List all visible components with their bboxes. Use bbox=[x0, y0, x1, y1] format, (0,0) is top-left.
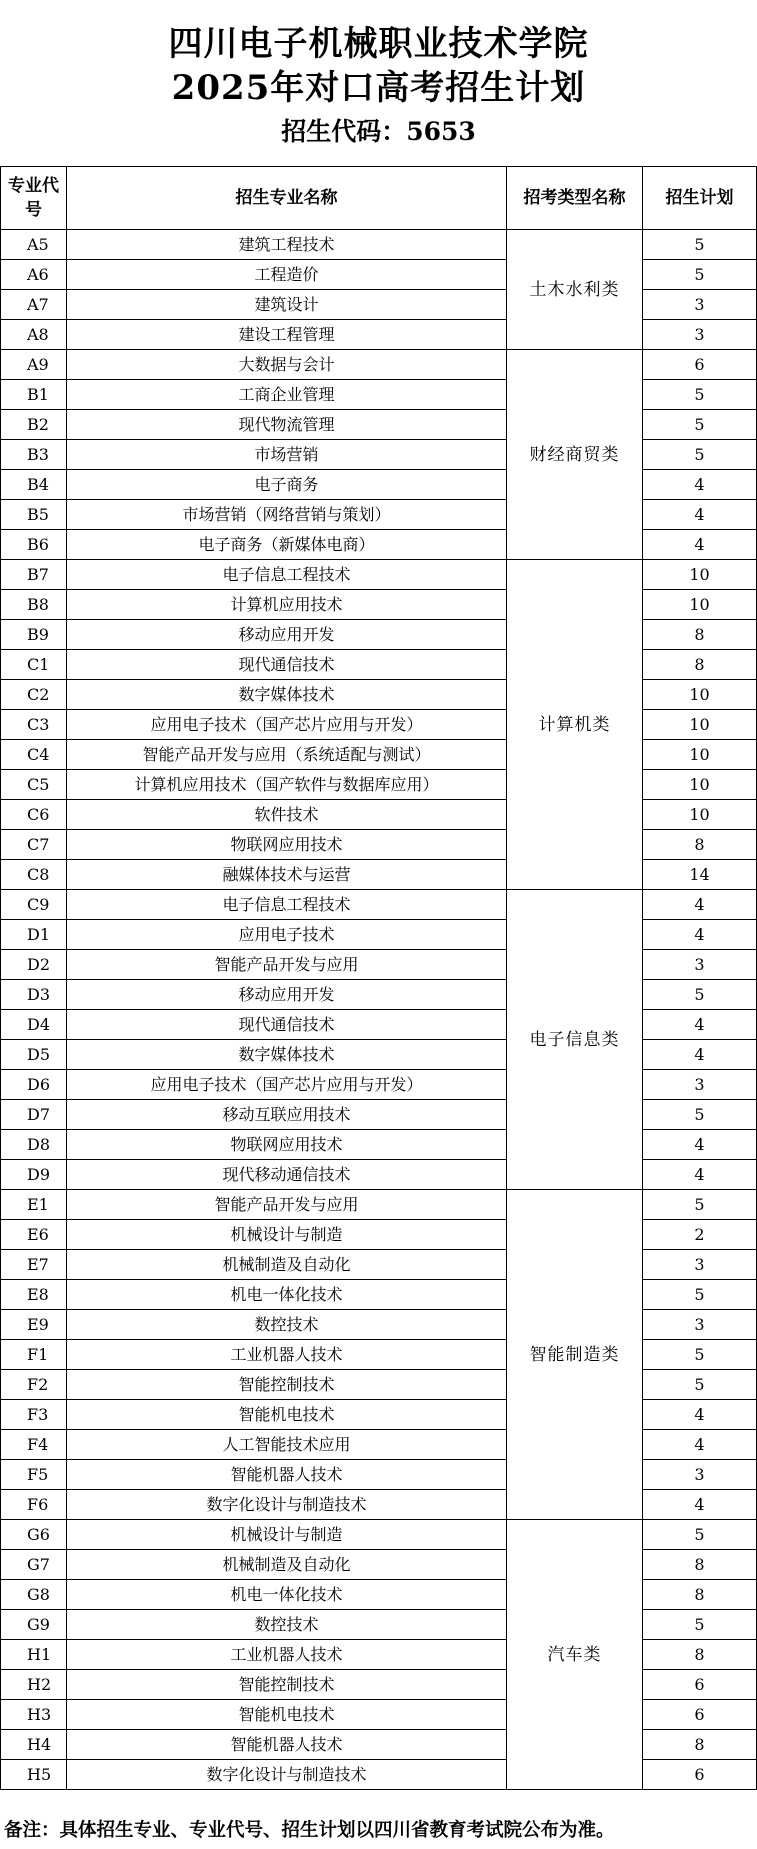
major-code-cell: C3 bbox=[1, 710, 67, 740]
table-row bbox=[1, 1610, 757, 1640]
quota-cell: 5 bbox=[643, 1190, 757, 1220]
table-row bbox=[1, 230, 757, 260]
major-code-cell: G6 bbox=[1, 1520, 67, 1550]
quota-cell: 8 bbox=[643, 1550, 757, 1580]
table-row bbox=[1, 530, 757, 560]
table-row bbox=[1, 470, 757, 500]
table-row bbox=[1, 1430, 757, 1460]
major-code-cell: G7 bbox=[1, 1550, 67, 1580]
table-row bbox=[1, 1730, 757, 1760]
table-row bbox=[1, 410, 757, 440]
major-name-cell: 数字媒体技术 bbox=[67, 680, 507, 710]
major-name-cell: 电子商务 bbox=[67, 470, 507, 500]
quota-cell: 3 bbox=[643, 950, 757, 980]
quota-cell: 4 bbox=[643, 530, 757, 560]
table-row bbox=[1, 890, 757, 920]
major-code-cell: H1 bbox=[1, 1640, 67, 1670]
table-row bbox=[1, 1400, 757, 1430]
major-name-cell: 应用电子技术 bbox=[67, 920, 507, 950]
major-code-cell: E7 bbox=[1, 1250, 67, 1280]
major-code-cell: B5 bbox=[1, 500, 67, 530]
table-body bbox=[1, 230, 757, 1790]
major-name-cell: 机电一体化技术 bbox=[67, 1580, 507, 1610]
major-name-cell: 电子信息工程技术 bbox=[67, 890, 507, 920]
category-cell: 电子信息类 bbox=[507, 890, 643, 1190]
major-code-cell: G8 bbox=[1, 1580, 67, 1610]
quota-cell: 5 bbox=[643, 260, 757, 290]
quota-cell: 5 bbox=[643, 230, 757, 260]
table-row bbox=[1, 260, 757, 290]
quota-cell: 8 bbox=[643, 650, 757, 680]
major-code-cell: H4 bbox=[1, 1730, 67, 1760]
quota-cell: 8 bbox=[643, 1580, 757, 1610]
plan-year-title: 2025年对口高考招生计划 bbox=[171, 68, 586, 108]
major-name-cell: 机械设计与制造 bbox=[67, 1520, 507, 1550]
quota-cell: 10 bbox=[643, 560, 757, 590]
table-row bbox=[1, 1520, 757, 1550]
major-name-cell: 应用电子技术（国产芯片应用与开发） bbox=[67, 1070, 507, 1100]
category-cell: 计算机类 bbox=[507, 560, 643, 890]
table-row bbox=[1, 650, 757, 680]
quota-cell: 3 bbox=[643, 1310, 757, 1340]
major-code-cell: B8 bbox=[1, 590, 67, 620]
major-code-cell: A5 bbox=[1, 230, 67, 260]
major-code-cell: E8 bbox=[1, 1280, 67, 1310]
major-code-cell: E6 bbox=[1, 1220, 67, 1250]
quota-cell: 5 bbox=[643, 440, 757, 470]
major-code-cell: F4 bbox=[1, 1430, 67, 1460]
table-row bbox=[1, 800, 757, 830]
table-row bbox=[1, 1070, 757, 1100]
major-code-cell: D1 bbox=[1, 920, 67, 950]
major-name-cell: 智能控制技术 bbox=[67, 1370, 507, 1400]
quota-cell: 5 bbox=[643, 1280, 757, 1310]
table-row bbox=[1, 1280, 757, 1310]
major-code-cell: C2 bbox=[1, 680, 67, 710]
table-row bbox=[1, 380, 757, 410]
table-row bbox=[1, 590, 757, 620]
major-name-cell: 应用电子技术（国产芯片应用与开发） bbox=[67, 710, 507, 740]
major-code-cell: F3 bbox=[1, 1400, 67, 1430]
quota-cell: 4 bbox=[643, 1130, 757, 1160]
quota-cell: 3 bbox=[643, 320, 757, 350]
major-name-cell: 工程造价 bbox=[67, 260, 507, 290]
major-code-cell: B3 bbox=[1, 440, 67, 470]
major-code-cell: F5 bbox=[1, 1460, 67, 1490]
header-major-code: 专业代号 bbox=[1, 167, 67, 230]
table-row bbox=[1, 770, 757, 800]
major-name-cell: 软件技术 bbox=[67, 800, 507, 830]
table-row bbox=[1, 560, 757, 590]
major-name-cell: 现代通信技术 bbox=[67, 650, 507, 680]
table-row bbox=[1, 1640, 757, 1670]
major-name-cell: 移动应用开发 bbox=[67, 620, 507, 650]
quota-cell: 4 bbox=[643, 1430, 757, 1460]
table-header-row bbox=[1, 167, 757, 230]
major-code-cell: C5 bbox=[1, 770, 67, 800]
quota-cell: 5 bbox=[643, 410, 757, 440]
major-name-cell: 市场营销（网络营销与策划） bbox=[67, 500, 507, 530]
table-row bbox=[1, 290, 757, 320]
quota-cell: 5 bbox=[643, 1520, 757, 1550]
major-code-cell: C4 bbox=[1, 740, 67, 770]
quota-cell: 6 bbox=[643, 1760, 757, 1790]
major-name-cell: 移动互联应用技术 bbox=[67, 1100, 507, 1130]
table-row bbox=[1, 710, 757, 740]
major-name-cell: 智能机电技术 bbox=[67, 1400, 507, 1430]
table-row bbox=[1, 860, 757, 890]
major-name-cell: 现代物流管理 bbox=[67, 410, 507, 440]
major-code-cell: B9 bbox=[1, 620, 67, 650]
major-code-cell: D9 bbox=[1, 1160, 67, 1190]
quota-cell: 8 bbox=[643, 1730, 757, 1760]
table-row bbox=[1, 1250, 757, 1280]
title-block bbox=[0, 22, 757, 152]
table-row bbox=[1, 350, 757, 380]
table-row bbox=[1, 1160, 757, 1190]
major-code-cell: D3 bbox=[1, 980, 67, 1010]
major-code-cell: C1 bbox=[1, 650, 67, 680]
table-row bbox=[1, 1490, 757, 1520]
major-code-cell: A7 bbox=[1, 290, 67, 320]
major-code-cell: H5 bbox=[1, 1760, 67, 1790]
category-cell: 财经商贸类 bbox=[507, 350, 643, 560]
major-name-cell: 建筑工程技术 bbox=[67, 230, 507, 260]
major-code-cell: B2 bbox=[1, 410, 67, 440]
quota-cell: 10 bbox=[643, 710, 757, 740]
quota-cell: 6 bbox=[643, 350, 757, 380]
major-name-cell: 工业机器人技术 bbox=[67, 1340, 507, 1370]
table-row bbox=[1, 1310, 757, 1340]
major-code-cell: D2 bbox=[1, 950, 67, 980]
major-name-cell: 工商企业管理 bbox=[67, 380, 507, 410]
quota-cell: 4 bbox=[643, 890, 757, 920]
quota-cell: 5 bbox=[643, 1100, 757, 1130]
quota-cell: 4 bbox=[643, 920, 757, 950]
quota-cell: 6 bbox=[643, 1700, 757, 1730]
major-name-cell: 现代移动通信技术 bbox=[67, 1160, 507, 1190]
major-name-cell: 数字化设计与制造技术 bbox=[67, 1760, 507, 1790]
quota-cell: 5 bbox=[643, 1370, 757, 1400]
major-name-cell: 智能控制技术 bbox=[67, 1670, 507, 1700]
major-name-cell: 机电一体化技术 bbox=[67, 1280, 507, 1310]
table-row bbox=[1, 1460, 757, 1490]
table-row bbox=[1, 740, 757, 770]
major-name-cell: 建设工程管理 bbox=[67, 320, 507, 350]
quota-cell: 5 bbox=[643, 1610, 757, 1640]
quota-cell: 2 bbox=[643, 1220, 757, 1250]
major-name-cell: 计算机应用技术（国产软件与数据库应用） bbox=[67, 770, 507, 800]
quota-cell: 8 bbox=[643, 1640, 757, 1670]
major-name-cell: 数控技术 bbox=[67, 1310, 507, 1340]
table-row bbox=[1, 950, 757, 980]
major-code-cell: B4 bbox=[1, 470, 67, 500]
table-row bbox=[1, 1580, 757, 1610]
quota-cell: 10 bbox=[643, 680, 757, 710]
major-name-cell: 电子商务（新媒体电商） bbox=[67, 530, 507, 560]
enrollment-code-label: 招生代码：5653 bbox=[281, 117, 476, 146]
major-code-cell: F1 bbox=[1, 1340, 67, 1370]
major-code-cell: D8 bbox=[1, 1130, 67, 1160]
major-name-cell: 大数据与会计 bbox=[67, 350, 507, 380]
table-row bbox=[1, 1340, 757, 1370]
major-code-cell: C9 bbox=[1, 890, 67, 920]
major-name-cell: 机械设计与制造 bbox=[67, 1220, 507, 1250]
quota-cell: 4 bbox=[643, 1160, 757, 1190]
major-code-cell: H3 bbox=[1, 1700, 67, 1730]
quota-cell: 14 bbox=[643, 860, 757, 890]
major-name-cell: 智能产品开发与应用（系统适配与测试） bbox=[67, 740, 507, 770]
major-code-cell: D5 bbox=[1, 1040, 67, 1070]
major-name-cell: 建筑设计 bbox=[67, 290, 507, 320]
major-name-cell: 数字化设计与制造技术 bbox=[67, 1490, 507, 1520]
major-code-cell: D4 bbox=[1, 1010, 67, 1040]
quota-cell: 10 bbox=[643, 770, 757, 800]
table-row bbox=[1, 1010, 757, 1040]
table-row bbox=[1, 1040, 757, 1070]
category-cell: 汽车类 bbox=[507, 1520, 643, 1790]
table-row bbox=[1, 440, 757, 470]
major-name-cell: 物联网应用技术 bbox=[67, 1130, 507, 1160]
table-row bbox=[1, 830, 757, 860]
major-name-cell: 智能机电技术 bbox=[67, 1700, 507, 1730]
quota-cell: 5 bbox=[643, 1340, 757, 1370]
major-code-cell: E9 bbox=[1, 1310, 67, 1340]
quota-cell: 4 bbox=[643, 1040, 757, 1070]
table-row bbox=[1, 1370, 757, 1400]
major-name-cell: 机械制造及自动化 bbox=[67, 1250, 507, 1280]
quota-cell: 3 bbox=[643, 1250, 757, 1280]
quota-cell: 3 bbox=[643, 1070, 757, 1100]
major-name-cell: 数字媒体技术 bbox=[67, 1040, 507, 1070]
table-row bbox=[1, 1220, 757, 1250]
table-row bbox=[1, 1100, 757, 1130]
header-category: 招考类型名称 bbox=[507, 167, 643, 230]
quota-cell: 5 bbox=[643, 380, 757, 410]
major-code-cell: F2 bbox=[1, 1370, 67, 1400]
major-name-cell: 电子信息工程技术 bbox=[67, 560, 507, 590]
major-code-cell: C7 bbox=[1, 830, 67, 860]
table-row bbox=[1, 1700, 757, 1730]
table-row bbox=[1, 320, 757, 350]
major-code-cell: H2 bbox=[1, 1670, 67, 1700]
quota-cell: 4 bbox=[643, 500, 757, 530]
table-row bbox=[1, 620, 757, 650]
category-cell: 智能制造类 bbox=[507, 1190, 643, 1520]
major-code-cell: G9 bbox=[1, 1610, 67, 1640]
quota-cell: 3 bbox=[643, 1460, 757, 1490]
major-code-cell: A8 bbox=[1, 320, 67, 350]
major-name-cell: 数控技术 bbox=[67, 1610, 507, 1640]
quota-cell: 10 bbox=[643, 800, 757, 830]
footer-note: 备注：具体招生专业、专业代号、招生计划以四川省教育考试院公布为准。 bbox=[4, 1820, 615, 1841]
quota-cell: 5 bbox=[643, 980, 757, 1010]
table-row bbox=[1, 1130, 757, 1160]
enrollment-plan-table bbox=[0, 166, 757, 1790]
major-code-cell: A9 bbox=[1, 350, 67, 380]
major-name-cell: 市场营销 bbox=[67, 440, 507, 470]
major-name-cell: 物联网应用技术 bbox=[67, 830, 507, 860]
major-code-cell: D6 bbox=[1, 1070, 67, 1100]
major-name-cell: 工业机器人技术 bbox=[67, 1640, 507, 1670]
major-name-cell: 融媒体技术与运营 bbox=[67, 860, 507, 890]
quota-cell: 8 bbox=[643, 830, 757, 860]
table-row bbox=[1, 1760, 757, 1790]
header-quota: 招生计划 bbox=[643, 167, 757, 230]
major-code-cell: A6 bbox=[1, 260, 67, 290]
quota-cell: 4 bbox=[643, 1490, 757, 1520]
school-name-title: 四川电子机械职业技术学院 bbox=[168, 24, 589, 64]
quota-cell: 4 bbox=[643, 1010, 757, 1040]
table-row bbox=[1, 1190, 757, 1220]
major-code-cell: C8 bbox=[1, 860, 67, 890]
major-name-cell: 现代通信技术 bbox=[67, 1010, 507, 1040]
quota-cell: 10 bbox=[643, 740, 757, 770]
major-name-cell: 移动应用开发 bbox=[67, 980, 507, 1010]
major-code-cell: E1 bbox=[1, 1190, 67, 1220]
table-row bbox=[1, 1550, 757, 1580]
table-row bbox=[1, 920, 757, 950]
table-row bbox=[1, 1670, 757, 1700]
table-row bbox=[1, 500, 757, 530]
quota-cell: 6 bbox=[643, 1670, 757, 1700]
quota-cell: 10 bbox=[643, 590, 757, 620]
major-code-cell: B7 bbox=[1, 560, 67, 590]
major-name-cell: 智能产品开发与应用 bbox=[67, 950, 507, 980]
quota-cell: 3 bbox=[643, 290, 757, 320]
quota-cell: 4 bbox=[643, 1400, 757, 1430]
major-name-cell: 智能产品开发与应用 bbox=[67, 1190, 507, 1220]
table-row bbox=[1, 680, 757, 710]
major-code-cell: B6 bbox=[1, 530, 67, 560]
major-name-cell: 计算机应用技术 bbox=[67, 590, 507, 620]
major-code-cell: F6 bbox=[1, 1490, 67, 1520]
quota-cell: 4 bbox=[643, 470, 757, 500]
table-row bbox=[1, 980, 757, 1010]
major-code-cell: D7 bbox=[1, 1100, 67, 1130]
major-code-cell: C6 bbox=[1, 800, 67, 830]
category-cell: 土木水利类 bbox=[507, 230, 643, 350]
major-name-cell: 人工智能技术应用 bbox=[67, 1430, 507, 1460]
major-code-cell: B1 bbox=[1, 380, 67, 410]
major-name-cell: 机械制造及自动化 bbox=[67, 1550, 507, 1580]
quota-cell: 8 bbox=[643, 620, 757, 650]
major-name-cell: 智能机器人技术 bbox=[67, 1460, 507, 1490]
header-major-name: 招生专业名称 bbox=[67, 167, 507, 230]
major-name-cell: 智能机器人技术 bbox=[67, 1730, 507, 1760]
